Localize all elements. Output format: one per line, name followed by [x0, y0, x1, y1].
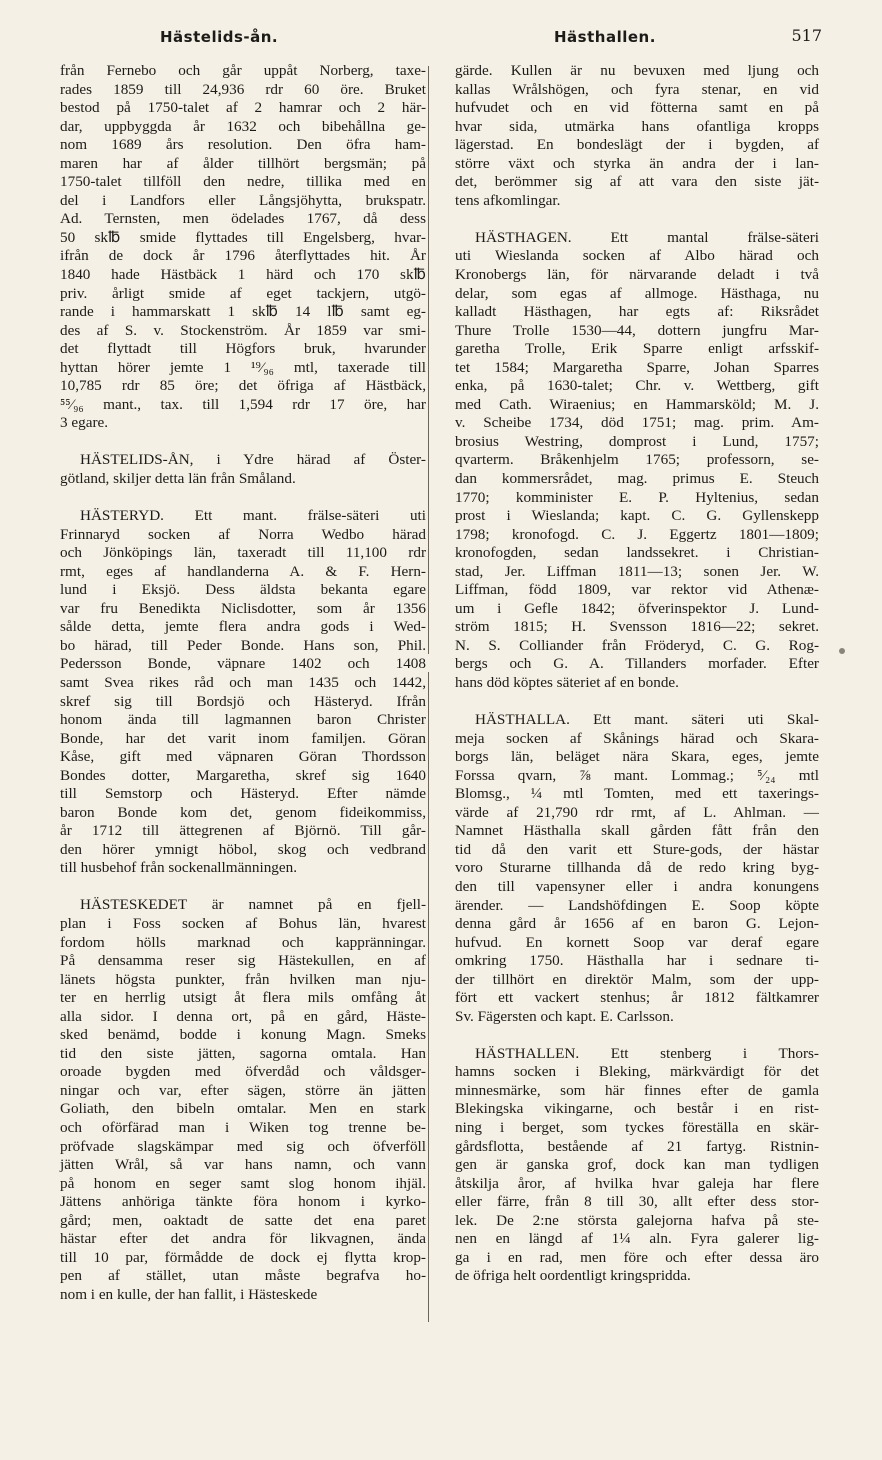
- text-line: tid då den varit ett Sture-gods, der hästar: [455, 840, 819, 858]
- text-line: lek. De 2:ne största galejorna hafva på ste-: [455, 1211, 819, 1229]
- text-line: Liffman, född 1809, var rektor vid Athenæ-: [455, 581, 819, 599]
- text-line: Bondes dotter, Margaretha, skref sig 1640: [60, 766, 426, 784]
- text-line: ärender. — Landshöfdingen E. Soop köpte: [455, 896, 819, 914]
- text-line: tens afkomlingar.: [455, 191, 561, 209]
- text-line: maren har af ålder tillhört bergsmän; på: [60, 154, 426, 172]
- text-line: fört ett vackert stenhus; år 1812 fältkamrer: [455, 989, 819, 1007]
- text-line: tid den siste jätten, sagorna omtala. Han: [60, 1044, 426, 1062]
- text-line: Pedersson Bonde, väpnare 1402 och 1408: [60, 655, 426, 673]
- text-line: HÄSTERYD. Ett mant. frälse-säteri uti: [80, 507, 426, 525]
- text-line: nom 1689 års resolution. Den öfra ham-: [60, 136, 426, 154]
- text-line: det flyttadt till Högfors bruk, hvarunder: [60, 340, 426, 358]
- text-line: Bonde, har det varit inom familjen. Göran: [60, 729, 426, 747]
- text-line: Jättens anhöriga tänkte föra honom i kyrko-: [60, 1193, 426, 1211]
- text-line: den hörer ymnigt höbol, skog och vedbrand: [60, 840, 426, 858]
- text-line: Ad. Ternsten, men ödelades 1767, då dess: [60, 210, 426, 228]
- text-line: åtskilja åror, af hvilka hvar galeja har flere: [455, 1174, 819, 1192]
- text-line: pröfvade slagskämpar med sig och öfverföll: [60, 1137, 426, 1155]
- text-line: större växt och styrka än andra der i lan-: [455, 154, 819, 172]
- text-line: Kåse, gift med väpnaren Göran Thordsson: [60, 748, 426, 766]
- text-line: honom ända till lagmannen baron Christer: [60, 711, 426, 729]
- text-line: med Cath. Wiraenius; en Hammarsköld; M. J.: [455, 395, 819, 413]
- text-line: samt Svea rikes råd och man 1435 och 1442,: [60, 673, 426, 691]
- text-line: år 1712 till ättegrenen af Björnö. Till går-: [60, 822, 426, 840]
- text-line: lägerstad. En bondeslägt der i bygden, af: [455, 136, 819, 154]
- right-column: [455, 62, 819, 1286]
- text-line: omkring 1750. Hästhalla har i sednare ti-: [455, 952, 819, 970]
- text-line: ifrån de dock år 1796 återflyttades hit. År: [60, 247, 426, 265]
- text-line: På densamma reser sig Hästekullen, en af: [60, 952, 426, 970]
- text-line: och oförfärad man i Wiken tog trenne be-: [60, 1119, 426, 1137]
- text-line: de öfriga helt oordentligt kringspridda.: [455, 1267, 691, 1285]
- text-line: HÄSTHAGEN. Ett mantal frälse-säteri: [475, 228, 819, 246]
- text-line: um i Gefle 1842; öfverinspektor J. Lund-: [455, 599, 819, 617]
- text-line: Goliath, den bibeln omtalar. Men en stark: [60, 1100, 426, 1118]
- text-line: gen är ganska grof, dock kan man tydligen: [455, 1156, 819, 1174]
- text-line: hans död köptes säteriet af en bonde.: [455, 674, 679, 691]
- text-line: sålde detta, jemte flera andra gods i Wed-: [60, 618, 426, 636]
- text-line: priv. årligt smide af eget tackjern, utgö-: [60, 284, 426, 302]
- text-line: gärde. Kullen är nu bevuxen med ljung och: [455, 62, 819, 79]
- text-line: 1798; kronofogd. C. J. Eggertz 1801—1809;: [455, 525, 819, 543]
- text-line: fordom hölls marknad och kappränningar.: [60, 933, 426, 951]
- text-line: den till vapensyner eller i andra konungens: [455, 877, 819, 895]
- left-column: [60, 62, 426, 1305]
- text-line: N. S. Colliander från Fröderyd, C. G. Rog-: [455, 636, 819, 654]
- text-line: och Jönköpings län, taxeradt till 11,100 rdr: [60, 544, 426, 562]
- text-line: lund i Eksjö. Dess äldsta bekanta egare: [60, 581, 426, 599]
- text-line: enka, på 1630-talet; Chr. v. Wettberg, gift: [455, 377, 819, 395]
- text-line: Sv. Fägersten och kapt. E. Carlsson.: [455, 1007, 674, 1025]
- text-line: hufvudet och en vid fötterna samt en på: [455, 99, 819, 117]
- paragraph-gap: [60, 433, 426, 452]
- text-line: voro Sturarne tillhanda då de redo kring byg-: [455, 859, 819, 877]
- text-line: jätten Wrål, så var hans namn, och vann: [60, 1156, 426, 1174]
- text-line: tet 1584; Margaretha Sparre, Johan Sparres: [455, 358, 819, 376]
- text-line: qvarterm. Bråkenhjelm 1765; professorn, se-: [455, 451, 819, 469]
- paragraph-gap: [455, 210, 819, 229]
- text-line: kronofogden, sedan landssekret. i Christian-: [455, 544, 819, 562]
- text-line: ⁵⁵⁄₉₆ mant., tax. till 1,594 rdr 17 öre, har: [60, 395, 426, 413]
- text-line: HÄSTHALLEN. Ett stenberg i Thors-: [475, 1044, 819, 1062]
- running-header: [60, 22, 822, 58]
- text-line: värde af 21,790 rdr rmt, af L. Ahlman. —: [455, 803, 819, 821]
- text-line: eller färre, från 8 till 30, allt efter dess stor-: [455, 1193, 819, 1211]
- text-line: sked benämd, bodde i konung Magn. Smeks: [60, 1026, 426, 1044]
- text-line: 1750-talet tillföll den nedre, tillika med en: [60, 173, 426, 191]
- text-line: skref sig till Bordsjö och Hästeryd. Ifrån: [60, 692, 426, 710]
- paragraph-gap: [60, 878, 426, 897]
- header-left-title: Hästelids-ån.: [160, 28, 279, 46]
- text-line: baron Bonde kom det, genom fideikommiss,: [60, 803, 426, 821]
- text-line: ter en herrlig utsigt åt flera mils omfång åt: [60, 989, 426, 1007]
- column-divider: [428, 66, 429, 654]
- text-line: kalladt Hästhagen, har egts af: Riksrådet: [455, 303, 819, 321]
- text-line: Blekingska vikingarne, och består i en rist-: [455, 1100, 819, 1118]
- text-line: hyttan hörer jemte 1 ¹⁹⁄₉₆ mtl, taxerade till: [60, 358, 426, 376]
- text-line: minnesmärke, som här finnes efter de gamla: [455, 1081, 819, 1099]
- text-line: hvar sida, utmärka hans ofantliga kropps: [455, 117, 819, 135]
- text-line: hästar efter det andra för likvagnen, ända: [60, 1230, 426, 1248]
- text-line: ga i en rad, men före och efter dessa äro: [455, 1248, 819, 1266]
- text-line: garetha Trolle, Erik Sparre enligt arfsskif-: [455, 340, 819, 358]
- text-line: från Fernebo och går uppåt Norberg, taxe-: [60, 62, 426, 79]
- paragraph-gap: [455, 693, 819, 712]
- text-line: rmt, eges af handlanderna A. & F. Hern-: [60, 562, 426, 580]
- text-line: ström 1815; H. Svensson 1816—22; sekret.: [455, 618, 819, 636]
- text-line: länets högsta punkter, från hvilken man nju-: [60, 970, 426, 988]
- text-line: des af S. v. Stockenström. År 1859 var smi-: [60, 321, 426, 339]
- header-right-title: Hästhallen.: [554, 28, 656, 46]
- text-line: oroade bygden med öfverdåd och våldsger-: [60, 1063, 426, 1081]
- text-line: Thure Trolle 1530—44, dottern jungfru Mar-: [455, 321, 819, 339]
- text-line: HÄSTELIDS-ÅN, i Ydre härad af Öster-: [80, 451, 426, 469]
- text-line: del i Landfors eller Långsjöhytta, brukspatr.: [60, 191, 426, 209]
- text-line: dar, uppbyggda år 1632 och bibehållna ge-: [60, 117, 426, 135]
- text-line: bo härad, till Peder Bonde. Hans son, Phil.: [60, 636, 426, 654]
- text-line: 10,785 rdr 85 öre; det öfriga af Hästbäck,: [60, 377, 426, 395]
- text-line: rande i hammarskatt 1 sk℔ 14 l℔ samt eg-: [60, 303, 426, 321]
- text-line: bestod på 1750-talet af 2 hamrar och 2 här-: [60, 99, 426, 117]
- column-divider: [428, 672, 429, 1322]
- text-line: 50 sk℔ smide flyttades till Engelsberg, hvar-: [60, 228, 426, 246]
- text-line: plan i Foss socken af Bohus län, hvarest: [60, 915, 426, 933]
- text-line: pen af stället, utan måste begrafva ho-: [60, 1267, 426, 1285]
- text-line: Namnet Hästhalla skall gården fått från den: [455, 822, 819, 840]
- text-line: Blomsg., ¼ mtl Tomten, med ett taxerings-: [455, 785, 819, 803]
- text-line: Kronobergs län, för närvarande deladt i två: [455, 265, 819, 283]
- text-line: meja socken af Skånings härad och Skara-: [455, 729, 819, 747]
- text-line: Frinnaryd socken af Norra Wedbo härad: [60, 525, 426, 543]
- text-line: det, berömmer sig af att vara den siste jät-: [455, 173, 819, 191]
- text-line: på honom en seger samt slog honom ihjäl.: [60, 1174, 426, 1192]
- text-line: hamns socken i Bleking, märkvärdigt för det: [455, 1063, 819, 1081]
- text-line: ningar och var, efter sägen, större än jätten: [60, 1081, 426, 1099]
- text-line: nen en längd af 1¼ aln. Fyra galerer lig-: [455, 1230, 819, 1248]
- text-line: denna gård år 1656 af en baron G. Lejon-: [455, 915, 819, 933]
- text-line: till 10 par, förmådde de dock ej flytta krop-: [60, 1248, 426, 1266]
- text-line: nom i en kulle, der han fallit, i Hästeskede: [60, 1285, 318, 1303]
- text-line: v. Scheibe 1734, död 1751; mag. prim. Am-: [455, 414, 819, 432]
- text-line: hufvud. En kornett Soop var deraf egare: [455, 933, 819, 951]
- text-line: bergs och G. A. Tillanders morfader. Efter: [455, 655, 819, 673]
- text-line: prost i Wieslanda; kapt. C. G. Gyllenskepp: [455, 507, 819, 525]
- text-line: HÄSTESKEDET är namnet på en fjell-: [80, 896, 426, 914]
- text-line: dan kommersrådet, mag. primus E. Steuch: [455, 469, 819, 487]
- text-line: stad, Jer. Liffman 1811—13; sonen Jer. W.: [455, 562, 819, 580]
- text-line: 3 egare.: [60, 414, 109, 432]
- text-line: alla sidor. I denna ort, på en gård, Häste-: [60, 1007, 426, 1025]
- text-line: götland, skiljer detta län från Småland.: [60, 469, 296, 487]
- text-line: HÄSTHALLA. Ett mant. säteri uti Skal-: [475, 711, 819, 729]
- text-line: till Semstorp och Hästeryd. Efter nämde: [60, 785, 426, 803]
- text-line: uti Wieslanda socken af Albo härad och: [455, 247, 819, 265]
- text-line: 1840 hade Hästbäck 1 härd och 170 sk℔: [60, 266, 426, 284]
- text-line: kallas Wrålshögen, och fyra stenar, en vid: [455, 80, 819, 98]
- text-line: ning i berget, som tyckes föreställa en skär-: [455, 1119, 819, 1137]
- text-line: 1770; komminister E. P. Hyltenius, sedan: [455, 488, 819, 506]
- page-number: 517: [791, 26, 822, 45]
- text-line: borgs län, beläget nära Skara, eges, jemte: [455, 748, 819, 766]
- ink-spot: [839, 648, 845, 654]
- text-line: der tillhört en direktör Malm, som der upp-: [455, 970, 819, 988]
- text-line: gård; men, oaktadt de satte det ena paret: [60, 1211, 426, 1229]
- paragraph-gap: [60, 489, 426, 508]
- text-line: brosius Westring, domprost i Lund, 1757;: [455, 432, 819, 450]
- text-line: Forssa qvarn, ⅞ mant. Lommag.; ⁵⁄₂₄ mtl: [455, 766, 819, 784]
- paragraph-gap: [455, 1026, 819, 1045]
- text-line: delar, som egas af allmoge. Hästhaga, nu: [455, 284, 819, 302]
- text-line: till husbehof från sockenallmänningen.: [60, 859, 298, 877]
- text-line: gårdsflotta, bestående af 21 fartyg. Ristnin-: [455, 1137, 819, 1155]
- text-line: rades 1859 till 24,936 rdr 60 öre. Bruket: [60, 80, 426, 98]
- text-line: var fru Benedikta Niclisdotter, som år 1356: [60, 599, 426, 617]
